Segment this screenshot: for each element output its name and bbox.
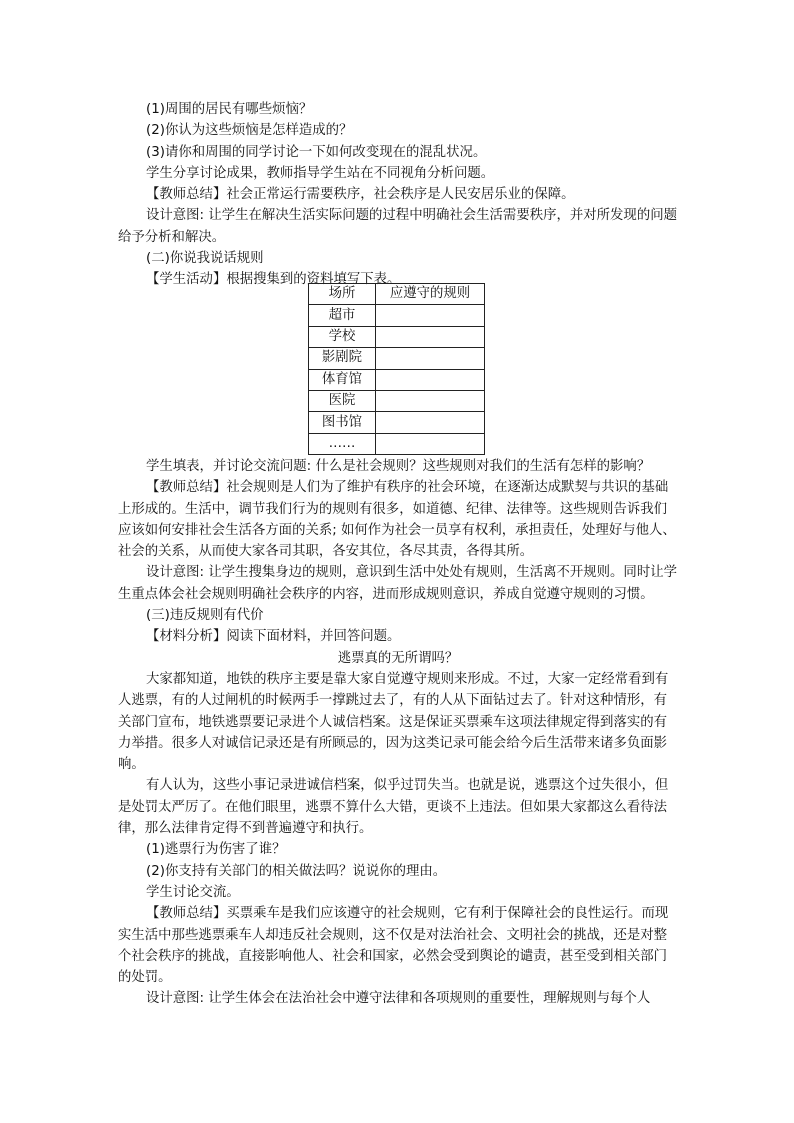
summary-tag: 【教师总结】 — [146, 906, 227, 922]
question-2: (2)你认为这些烦恼是怎样造成的？ — [146, 123, 353, 139]
material-title: 逃票真的无所谓吗？ — [337, 650, 459, 666]
teacher-summary: 【教师总结】买票乘车是我们应该遵守的社会规则，它有利于保障社会的良性运行。而现实生活中那些逃票乘车人却违反社会规则，这不仅是对法治社会、文明社会的挑战，还是对整个社会秩序的挑战，直接影响他人、社会和国家，必然会受到舆论的谴责，甚至受到相关部门的处罚。 — [118, 906, 669, 986]
summary-tag: 【教师总结】 — [146, 187, 227, 203]
table-row: 影剧院 — [309, 348, 485, 369]
table-row: 学校 — [309, 326, 485, 347]
table-header-place: 场所 — [309, 284, 376, 305]
table-row: …… — [309, 433, 485, 454]
summary-tag: 【教师总结】 — [146, 480, 227, 496]
table-row: 超市 — [309, 305, 485, 326]
section-heading-2: (二)你说我说话规则 — [146, 251, 264, 267]
rules-table — [308, 283, 485, 455]
paragraph: 学生填表，并讨论交流问题: 什么是社会规则？这些规则对我们的生活有怎样的影响？ — [146, 459, 651, 474]
paragraph: 学生分享讨论成果，教师指导学生站在不同视角分析问题。 — [146, 165, 495, 181]
teacher-summary: 【教师总结】社会正常运行需要秩序，社会秩序是人民安居乐业的保障。 — [146, 187, 575, 203]
section-discussion — [118, 99, 678, 291]
table-header-rules: 应遵守的规则 — [376, 284, 485, 305]
teacher-summary: 【教师总结】社会规则是人们为了维护有秩序的社会环境，在逐渐达成默契与共识的基础上形成的。生活中，调节我们行为的规则有很多，如道德、纪律、法律等。这些规则告诉我们应该如何安排社会生活各方面的关系; 如何作为社会一员享有权利，承担责任，处理好与他人、社会的关系，从而使大家各司其职，各安其位，各尽其责，各得其所。 — [118, 480, 676, 560]
question-1: (1)周围的居民有哪些烦恼？ — [146, 102, 313, 117]
question-1: (1)逃票行为伤害了谁？ — [146, 842, 286, 858]
table-header-row — [309, 284, 485, 305]
activity-tag: 【学生活动】 — [146, 272, 227, 288]
material-tag: 【材料分析】 — [146, 629, 227, 645]
section-heading-3: (三)违反规则有代价 — [146, 608, 264, 624]
paragraph: 学生讨论交流。 — [146, 884, 240, 900]
design-intent: 设计意图: 让学生体会在法治社会中遵守法律和各项规则的重要性，理解规则与每个人 — [146, 991, 651, 1007]
material-paragraph: 有人认为，这些小事记录进诚信档案，似乎过罚失当。也就是说，逃票这个过失很小，但是处罚太严厉了。在他们眼里，逃票不算什么大错，更谈不上违法。但如果大家都这么看待法律，那么法律肯定得不到普遍遵守和执行。 — [118, 778, 669, 837]
question-2: (2)你支持有关部门的相关做法吗？说说你的理由。 — [146, 863, 447, 879]
table-row: 体育馆 — [309, 369, 485, 390]
question-3: (3)请你和周围的同学讨论一下如何改变现在的混乱状况。 — [146, 144, 487, 160]
design-intent: 设计意图: 让学生在解决生活实际问题的过程中明确社会生活需要秩序，并对所发现的问题给予分析和解决。 — [118, 208, 677, 245]
design-intent: 设计意图: 让学生搜集身边的规则，意识到生活中处处有规则，生活离不开规则。同时让学生重点体会社会规则明确社会秩序的内容，进而形成规则意识，养成自觉遵守规则的习惯。 — [118, 565, 677, 602]
table-row: 医院 — [309, 390, 485, 411]
material-paragraph: 大家都知道，地铁的秩序主要是靠大家自觉遵守规则来形成。不过，大家一定经常看到有人逃票，有的人过闸机的时候两手一撑跳过去了，有的人从下面钻过去了。针对这种情形，有关部门宣布，地铁逃票要记录进个人诚信档案。这是保证买票乘车这项法律规定得到落实的有力举措。很多人对诚信记录还是有所顾忌的，因为这类记录可能会给今后生活带来诸多负面影响。 — [118, 671, 669, 773]
student-activity: 【学生活动】根据搜集到的资料填写下表。 — [146, 272, 401, 288]
table-row: 图书馆 — [309, 412, 485, 433]
section-rules — [118, 456, 678, 1010]
material-analysis: 【材料分析】阅读下面材料，并回答问题。 — [146, 629, 401, 645]
